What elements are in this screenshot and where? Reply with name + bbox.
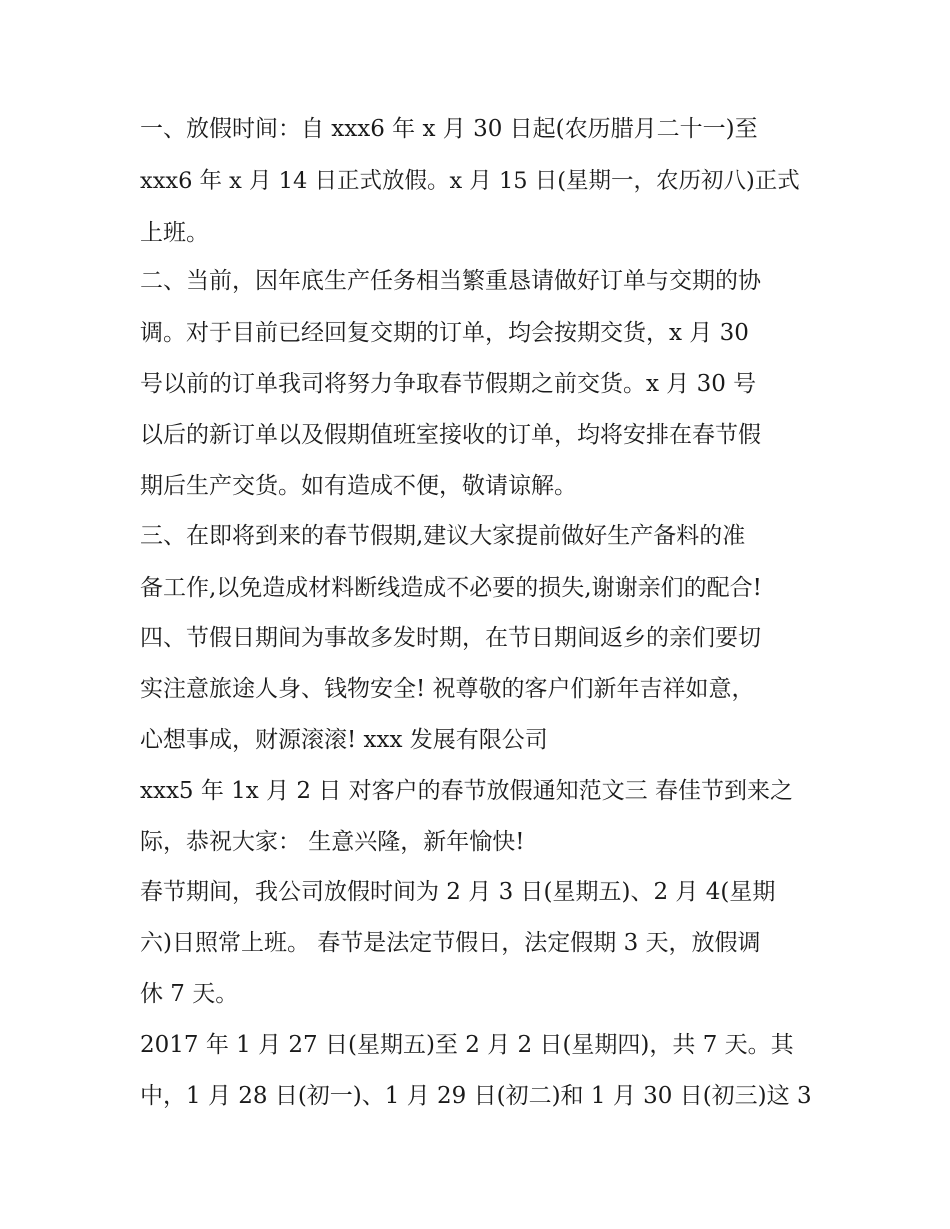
text-line: 中，1 月 28 日(初一)、1 月 29 日(初二)和 1 月 30 日(初三)这 3 xyxy=(140,1083,812,1109)
text-line: 四、节假日期间为事故多发时期，在节日期间返乡的亲们要切 xyxy=(140,625,761,651)
text-line: 调。对于目前已经回复交期的订单，均会按期交货，x 月 30 xyxy=(140,320,749,346)
text-line: 春节期间，我公司放假时间为 2 月 3 日(星期五)、2 月 4(星期 xyxy=(140,879,776,905)
text-line: xxx5 年 1x 月 2 日 对客户的春节放假通知范文三 春佳节到来之 xyxy=(140,778,793,804)
text-line: 2017 年 1 月 27 日(星期五)至 2 月 2 日(星期四)，共 7 天。其 xyxy=(140,1032,794,1058)
text-line: 休 7 天。 xyxy=(140,981,239,1007)
text-line: xxx6 年 x 月 14 日正式放假。x 月 15 日(星期一，农历初八)正式 xyxy=(140,168,800,194)
text-line: 际，恭祝大家： 生意兴隆，新年愉快! xyxy=(140,829,525,855)
text-line: 以后的新订单以及假期值班室接收的订单，均将安排在春节假 xyxy=(140,422,761,448)
text-line: 心想事成，财源滚滚! xxx 发展有限公司 xyxy=(140,727,548,753)
text-line: 期后生产交货。如有造成不便，敬请谅解。 xyxy=(140,473,577,499)
text-line: 一、放假时间：自 xxx6 年 x 月 30 日起(农历腊月二十一)至 xyxy=(140,116,758,142)
text-line: 实注意旅途人身、钱物安全! 祝尊敬的客户们新年吉祥如意， xyxy=(140,676,755,702)
text-line: 三、在即将到来的春节假期,建议大家提前做好生产备料的准 xyxy=(140,523,746,549)
text-line: 号以前的订单我司将努力争取春节假期之前交货。x 月 30 号 xyxy=(140,371,757,397)
text-line: 上班。 xyxy=(140,220,209,246)
text-line: 二、当前，因年底生产任务相当繁重恳请做好订单与交期的协 xyxy=(140,268,761,294)
text-line: 六)日照常上班。 春节是法定节假日，法定假期 3 天，放假调 xyxy=(140,930,761,956)
text-line: 备工作,以免造成材料断线造成不必要的损失,谢谢亲们的配合! xyxy=(140,575,762,601)
